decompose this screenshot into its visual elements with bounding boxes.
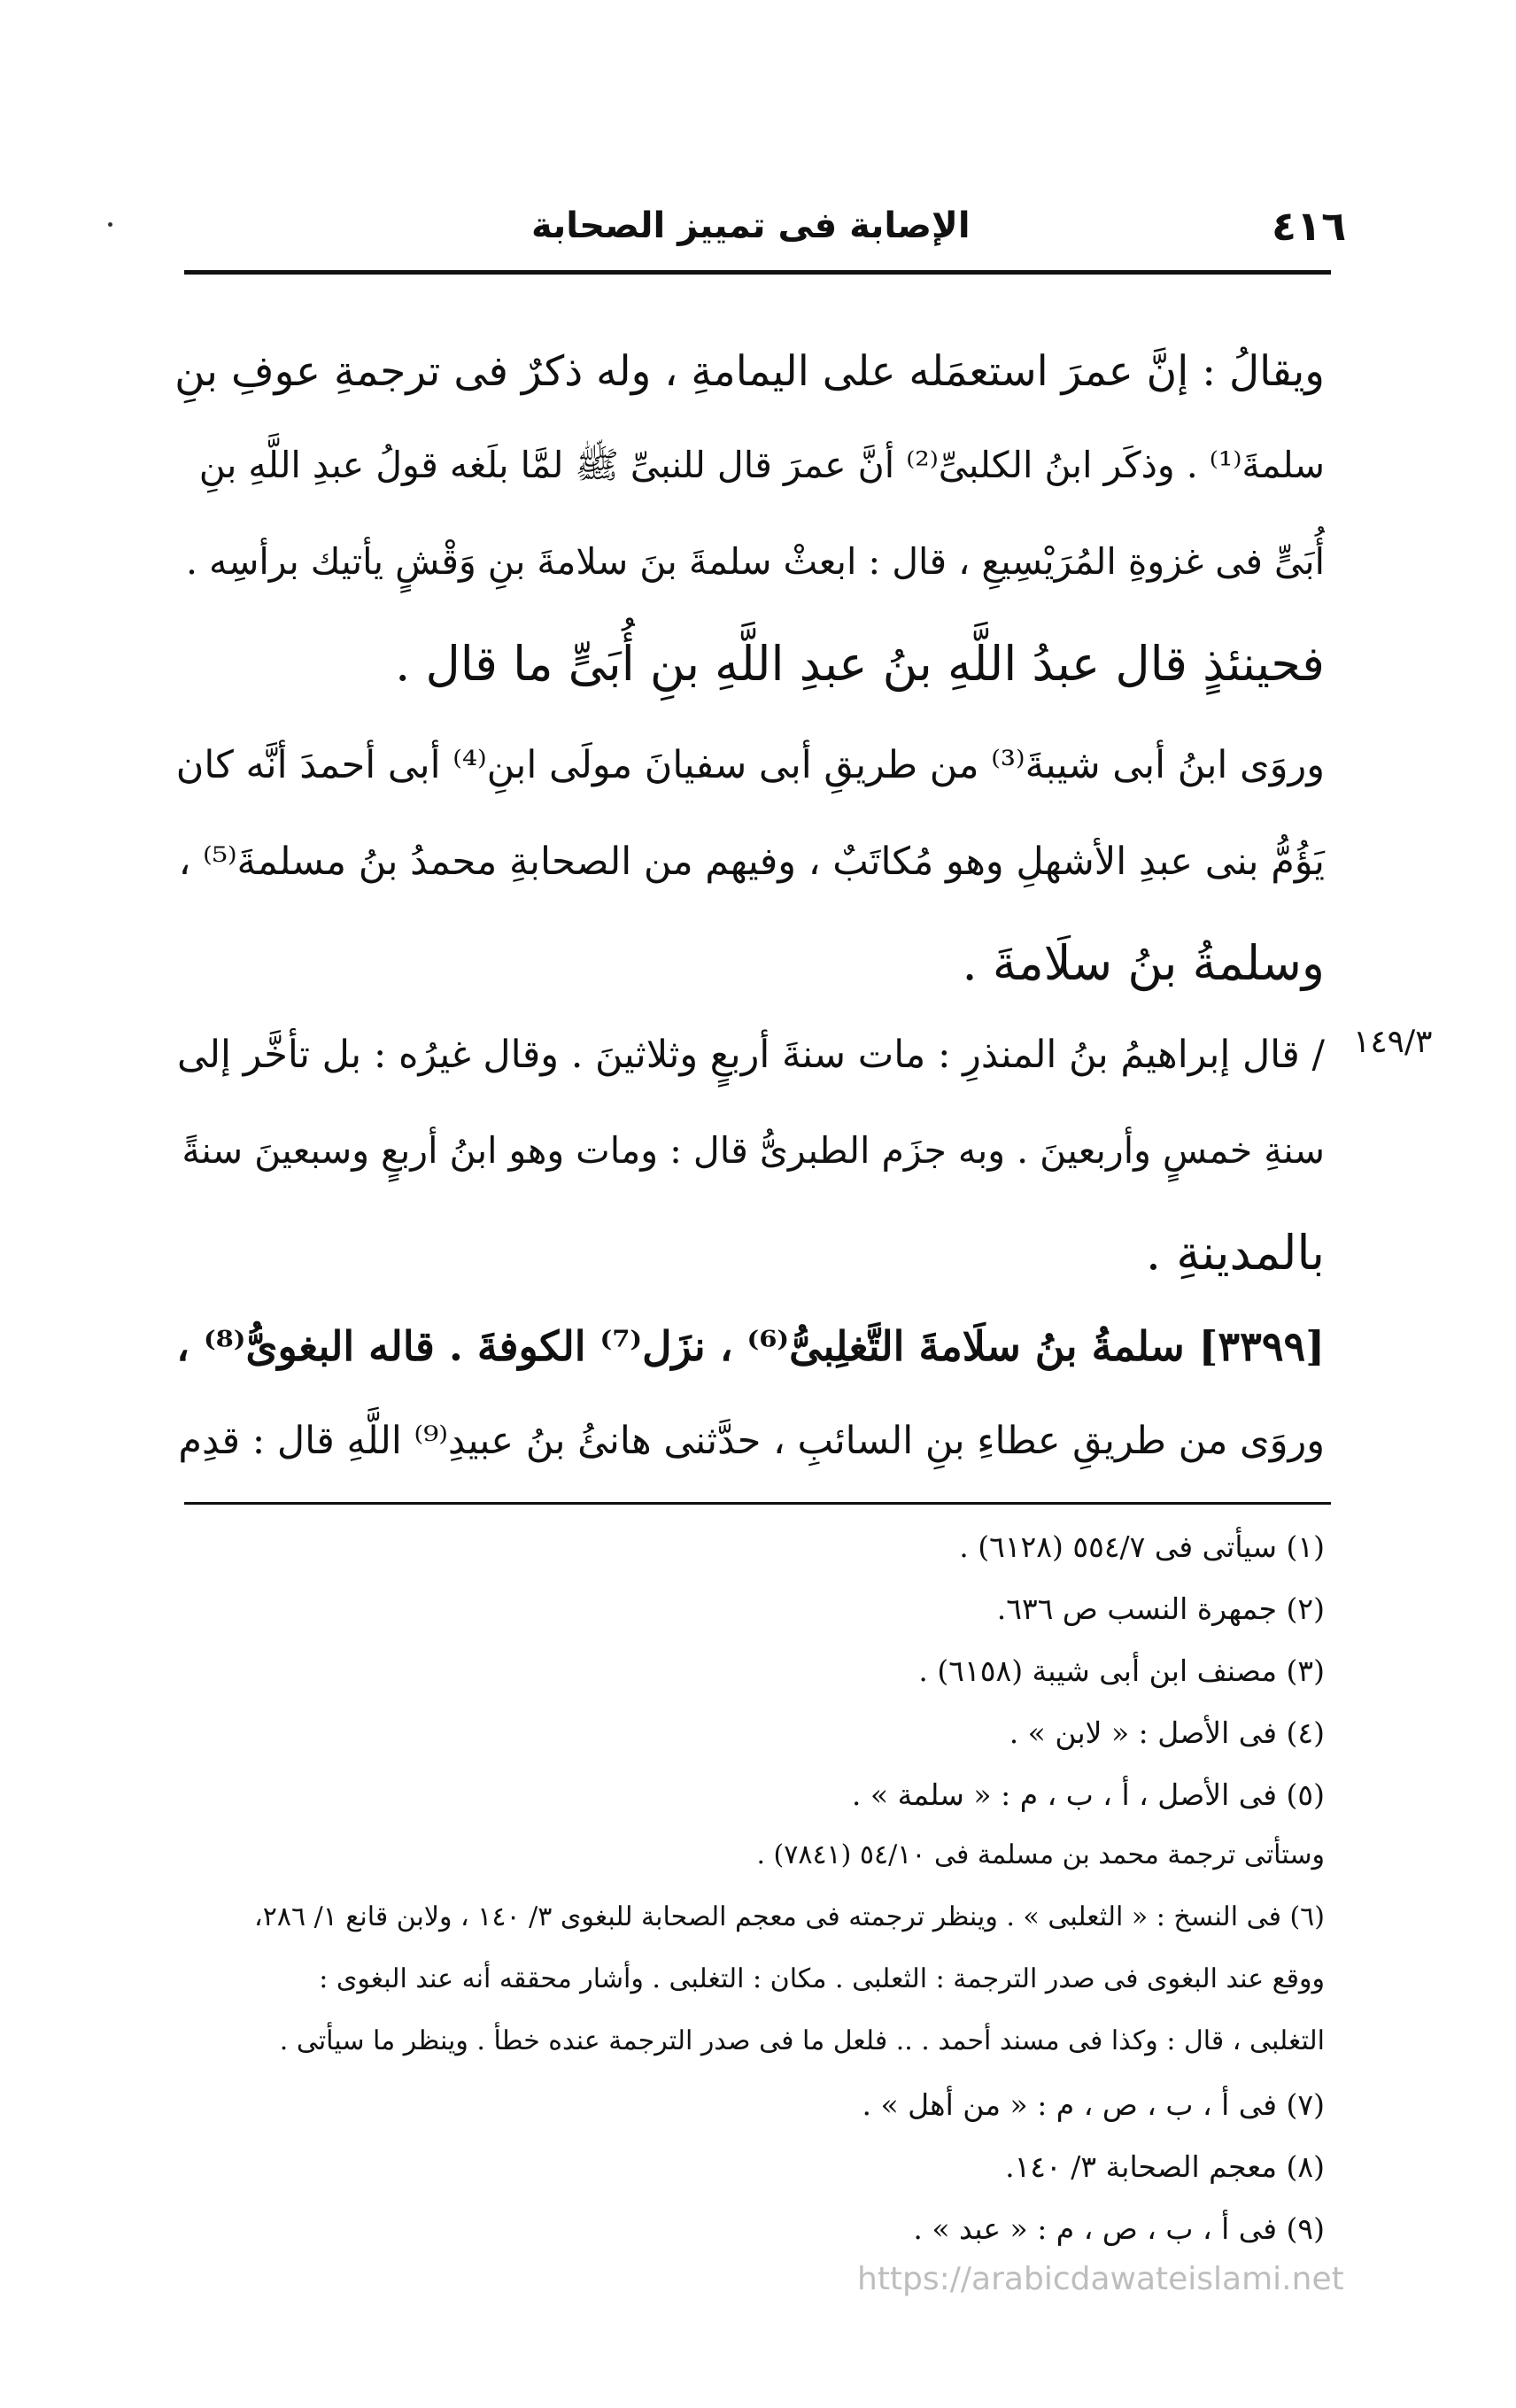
footnote-1: (١) سيأتى فى ٥٥٤/٧ (٦١٢٨) . — [959, 1529, 1325, 1564]
header-rule — [184, 270, 1331, 275]
body-line-10: بالمدينةِ . — [1145, 1225, 1325, 1281]
footnote-2: (٢) جمهرة النسب ص ٦٣٦. — [996, 1591, 1325, 1626]
body-line-4: فحينئذٍ قال عبدُ اللَّهِ بنُ عبدِ اللَّهِ بنِ أُبَىٍّ ما قال . — [395, 636, 1325, 692]
footnote-9: (٩) فى أ ، ب ، ص ، م : « عبد » . — [913, 2211, 1325, 2246]
footnote-6: (٦) فى النسخ : « الثعلبى » . وينظر ترجمته فى معجم الصحابة للبغوى ٣/ ١٤٠ ، ولابن قانع ١/ ٢٨٦، — [254, 1901, 1325, 1932]
footnote-8: (٨) معجم الصحابة ٣/ ١٤٠. — [1005, 2149, 1325, 2184]
body-line-1: ويقالُ : إنَّ عمرَ استعمَله على اليمامةِ ، وله ذكرٌ فى ترجمةِ عوفِ بنِ — [174, 347, 1325, 396]
body-line-9: سنةِ خمسٍ وأربعينَ . وبه جزَم الطبرىُّ قال : ومات وهو ابنُ أربعٍ وسبعينَ سنةً — [182, 1129, 1325, 1172]
footnote-5-continuation: وستأتى ترجمة محمد بن مسلمة فى ٥٤/١٠ (٧٨٤١) . — [756, 1839, 1325, 1870]
margin-volume-page-ref: ١٤٩/٣ — [1353, 1024, 1433, 1060]
entry-heading-line: [٣٣٩٩] سلمةُ بنُ سلَامةَ التَّغلِبىُّ⁽⁶⁾ ، نزَل⁽⁷⁾ الكوفةَ . قاله البغوىُّ⁽⁸⁾ ، — [176, 1322, 1325, 1370]
body-line-12: وروَى من طريقِ عطاءِ بنِ السائبِ ، حدَّثنى هانئُ بنُ عبيدِ⁽⁹⁾ اللَّهِ قال : قدِم — [178, 1419, 1325, 1463]
footnote-6-line-3: التغلبى ، قال : وكذا فى مسند أحمد . .. فلعل ما فى صدر الترجمة عنده خطأ . وينظر ما سيأتى . — [279, 2025, 1325, 2056]
footnote-rule — [184, 1502, 1331, 1505]
watermark-url: https://arabicdawateislami.net — [857, 2261, 1344, 2297]
footnote-4: (٤) فى الأصل : « لابن » . — [1009, 1715, 1325, 1750]
body-line-7: وسلمةُ بنُ سلَامةَ . — [962, 935, 1325, 991]
footnote-5: (٥) فى الأصل ، أ ، ب ، م : « سلمة » . — [851, 1777, 1325, 1812]
page-number: ٤١٦ — [1272, 202, 1347, 250]
body-line-3: أُبَىٍّ فى غزوةِ المُرَيْسِيعِ ، قال : ابعثْ سلمةَ بنَ سلامةَ بنِ وَقْشٍ يأتيك برأسِه . — [185, 540, 1325, 583]
running-title: الإصابة فى تمييز الصحابة — [531, 205, 971, 246]
body-line-6: يَؤُمُّ بنى عبدِ الأشهلِ وهو مُكاتَبٌ ، وفيهم من الصحابةِ محمدُ بنُ مسلمةَ⁽⁵⁾ ، — [178, 840, 1325, 884]
footnote-6-line-2: ووقع عند البغوى فى صدر الترجمة : الثعلبى . مكان : التغلبى . وأشار محققه أنه عند البغوى : — [319, 1963, 1325, 1994]
body-line-5: وروَى ابنُ أبى شيبةَ⁽³⁾ من طريقِ أبى سفيانَ مولَى ابنِ⁽⁴⁾ أبى أحمدَ أنَّه كان — [175, 743, 1325, 787]
body-line-2: سلمةَ⁽¹⁾ . وذكَر ابنُ الكلبىِّ⁽²⁾ أنَّ عمرَ قال للنبىِّ ﷺ لمَّا بلَغه قولُ عبدِ اللَّهِ بنِ — [198, 444, 1325, 486]
speck — [108, 222, 112, 227]
footnote-3: (٣) مصنف ابن أبى شيبة (٦١٥٨) . — [918, 1653, 1325, 1688]
footnote-7: (٧) فى أ ، ب ، ص ، م : « من أهل » . — [862, 2087, 1325, 2122]
body-line-8: / قال إبراهيمُ بنُ المنذرِ : مات سنةَ أربعٍ وثلاثينَ . وقال غيرُه : بل تأخَّر إلى — [177, 1033, 1325, 1077]
